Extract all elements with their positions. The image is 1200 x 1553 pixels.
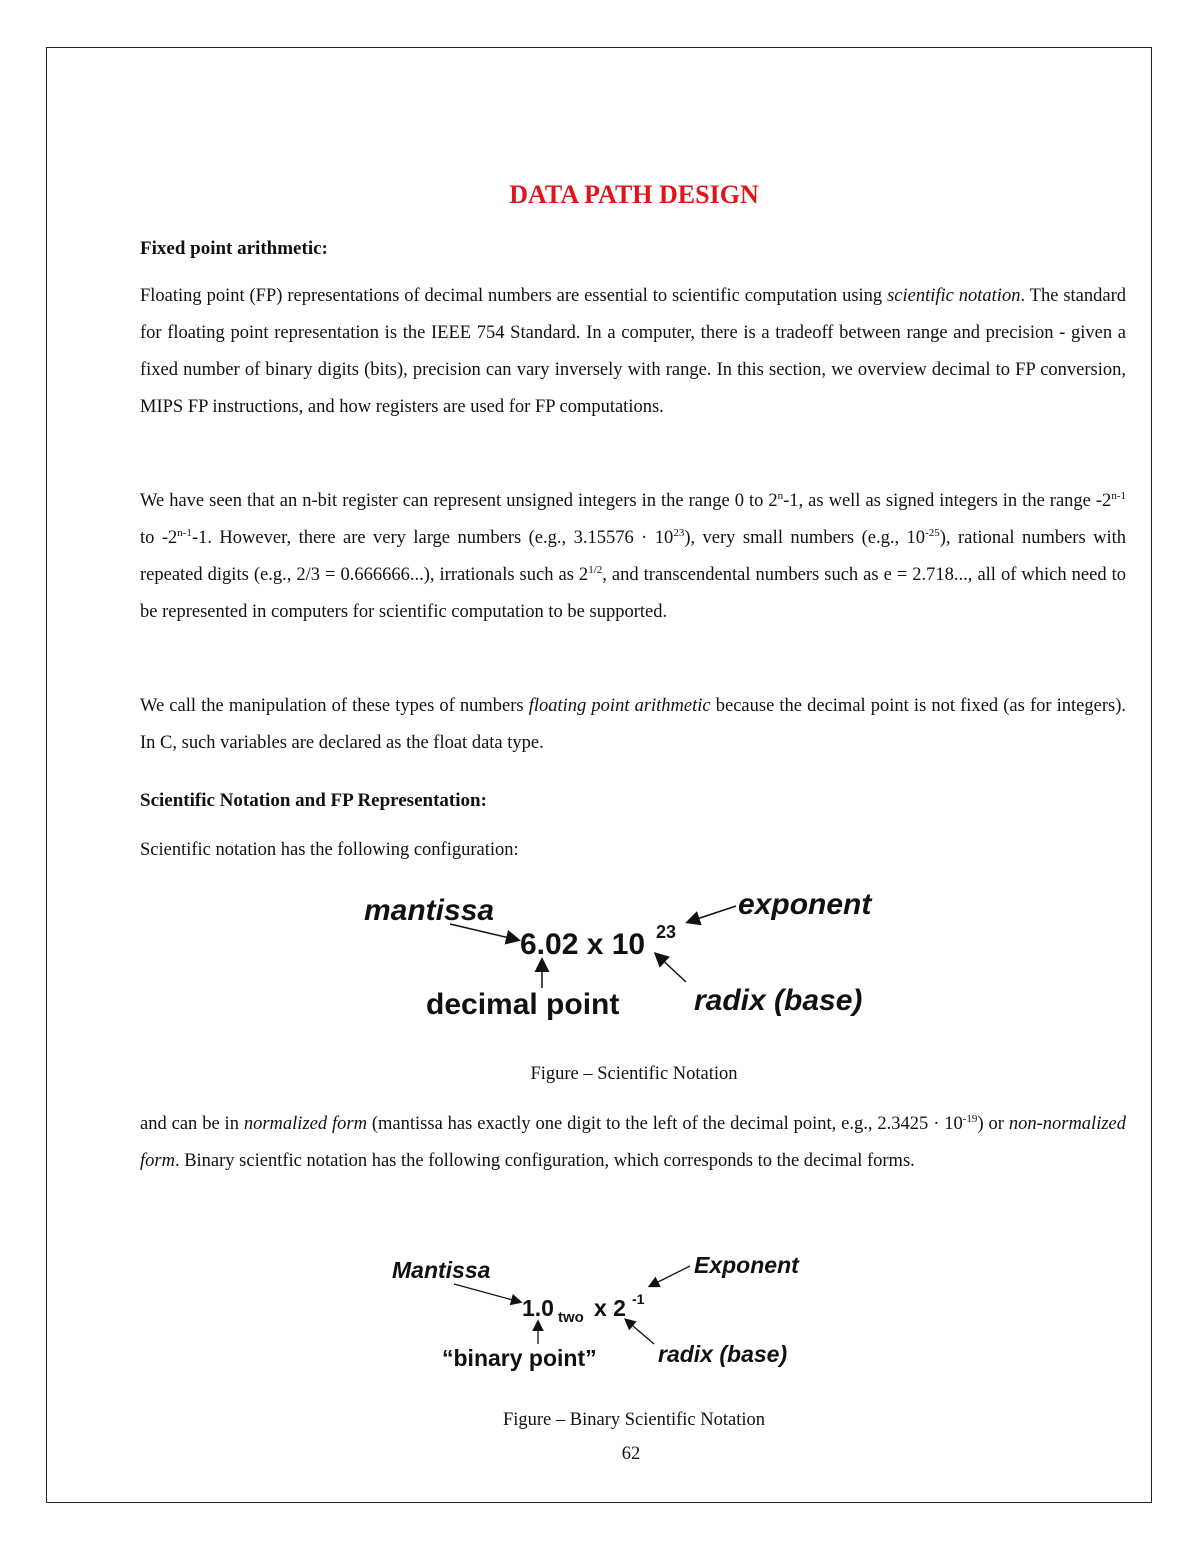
binary-exponent-label: Exponent — [694, 1252, 799, 1278]
binary-point-label: “binary point” — [442, 1345, 597, 1371]
radix-label: radix (base) — [694, 984, 863, 1017]
scientific-number: 6.02 x 10 — [520, 928, 646, 961]
binary-mantissa-label: Mantissa — [392, 1257, 491, 1283]
binary-radix-label: radix (base) — [658, 1341, 788, 1367]
paragraph-sci-intro: Scientific notation has the following configuration: — [140, 840, 519, 860]
page-title: DATA PATH DESIGN — [509, 180, 759, 209]
binary-radix-arrow — [626, 1320, 654, 1344]
page-number: 62 — [621, 1444, 641, 1464]
mantissa-label: mantissa — [364, 894, 495, 927]
figure-caption-binary: Figure – Binary Scientific Notation — [502, 1410, 766, 1430]
radix-arrow — [656, 954, 686, 982]
binary-power: -1 — [632, 1291, 645, 1307]
binary-subscript: two — [558, 1309, 584, 1326]
scientific-power: 23 — [656, 922, 677, 942]
binary-number: 1.0 — [522, 1295, 554, 1321]
paragraph-fp-intro: Floating point (FP) representations of decimal numbers are essential to scientific computation using scientific notation. The standard for floating point representation is the IEEE 754 Standard. In a computer, there is a tradeoff between range and precision - given a fixed number of binary digits (bits), precision can vary inversely with range. In this section, we overview decimal to FP conversion, MIPS FP instructions, and how registers are used for FP computations. — [140, 286, 1126, 417]
binary-exponent-arrow — [650, 1266, 690, 1286]
paragraph-fp-arithmetic: We call the manipulation of these types of numbers floating point arithmetic because the decimal point is not fixed (as for integers). In C, such variables are declared as the float data type. — [140, 696, 1126, 753]
binary-mantissa-arrow — [454, 1284, 520, 1302]
binary-notation-figure — [380, 1240, 840, 1380]
section-heading-scientific-notation: Scientific Notation and FP Representation: — [140, 790, 487, 811]
exponent-arrow — [688, 906, 736, 922]
decimal-point-label: decimal point — [426, 988, 620, 1021]
scientific-notation-figure — [350, 878, 910, 1038]
binary-times: x 2 — [594, 1295, 626, 1321]
exponent-label: exponent — [738, 888, 872, 921]
figure-caption-scientific: Figure – Scientific Notation — [530, 1064, 738, 1084]
paragraph-register-range: We have seen that an n-bit register can represent unsigned integers in the range 0 to 2$^n$-1, as well as signed integers in the range -2$^{n-1}$ to -2$^{n-1}$-1. However, there are very large numbers (e.g., $3.15576 \cdot 10^{23}$), very small numbers (e.g., $10^{-25}$), rational numbers with repeated digits (e.g., 2/3 = 0.666666...), irrationals such as $2^{1/2}$, and transcendental numbers such as e = 2.718..., all of which need to be represented in computers for scientific computation to be supported. — [140, 489, 1126, 622]
paragraph-normalized-form: and can be in normalized form (mantissa has exactly one digit to the left of the decimal point, e.g., $2.3425 \cdot 10^{-19}$) or non-normalized form. Binary scientfic notation has the following configuration, which corresponds to the decimal forms. — [140, 1112, 1126, 1171]
section-heading-fixed-point: Fixed point arithmetic: — [140, 238, 328, 259]
